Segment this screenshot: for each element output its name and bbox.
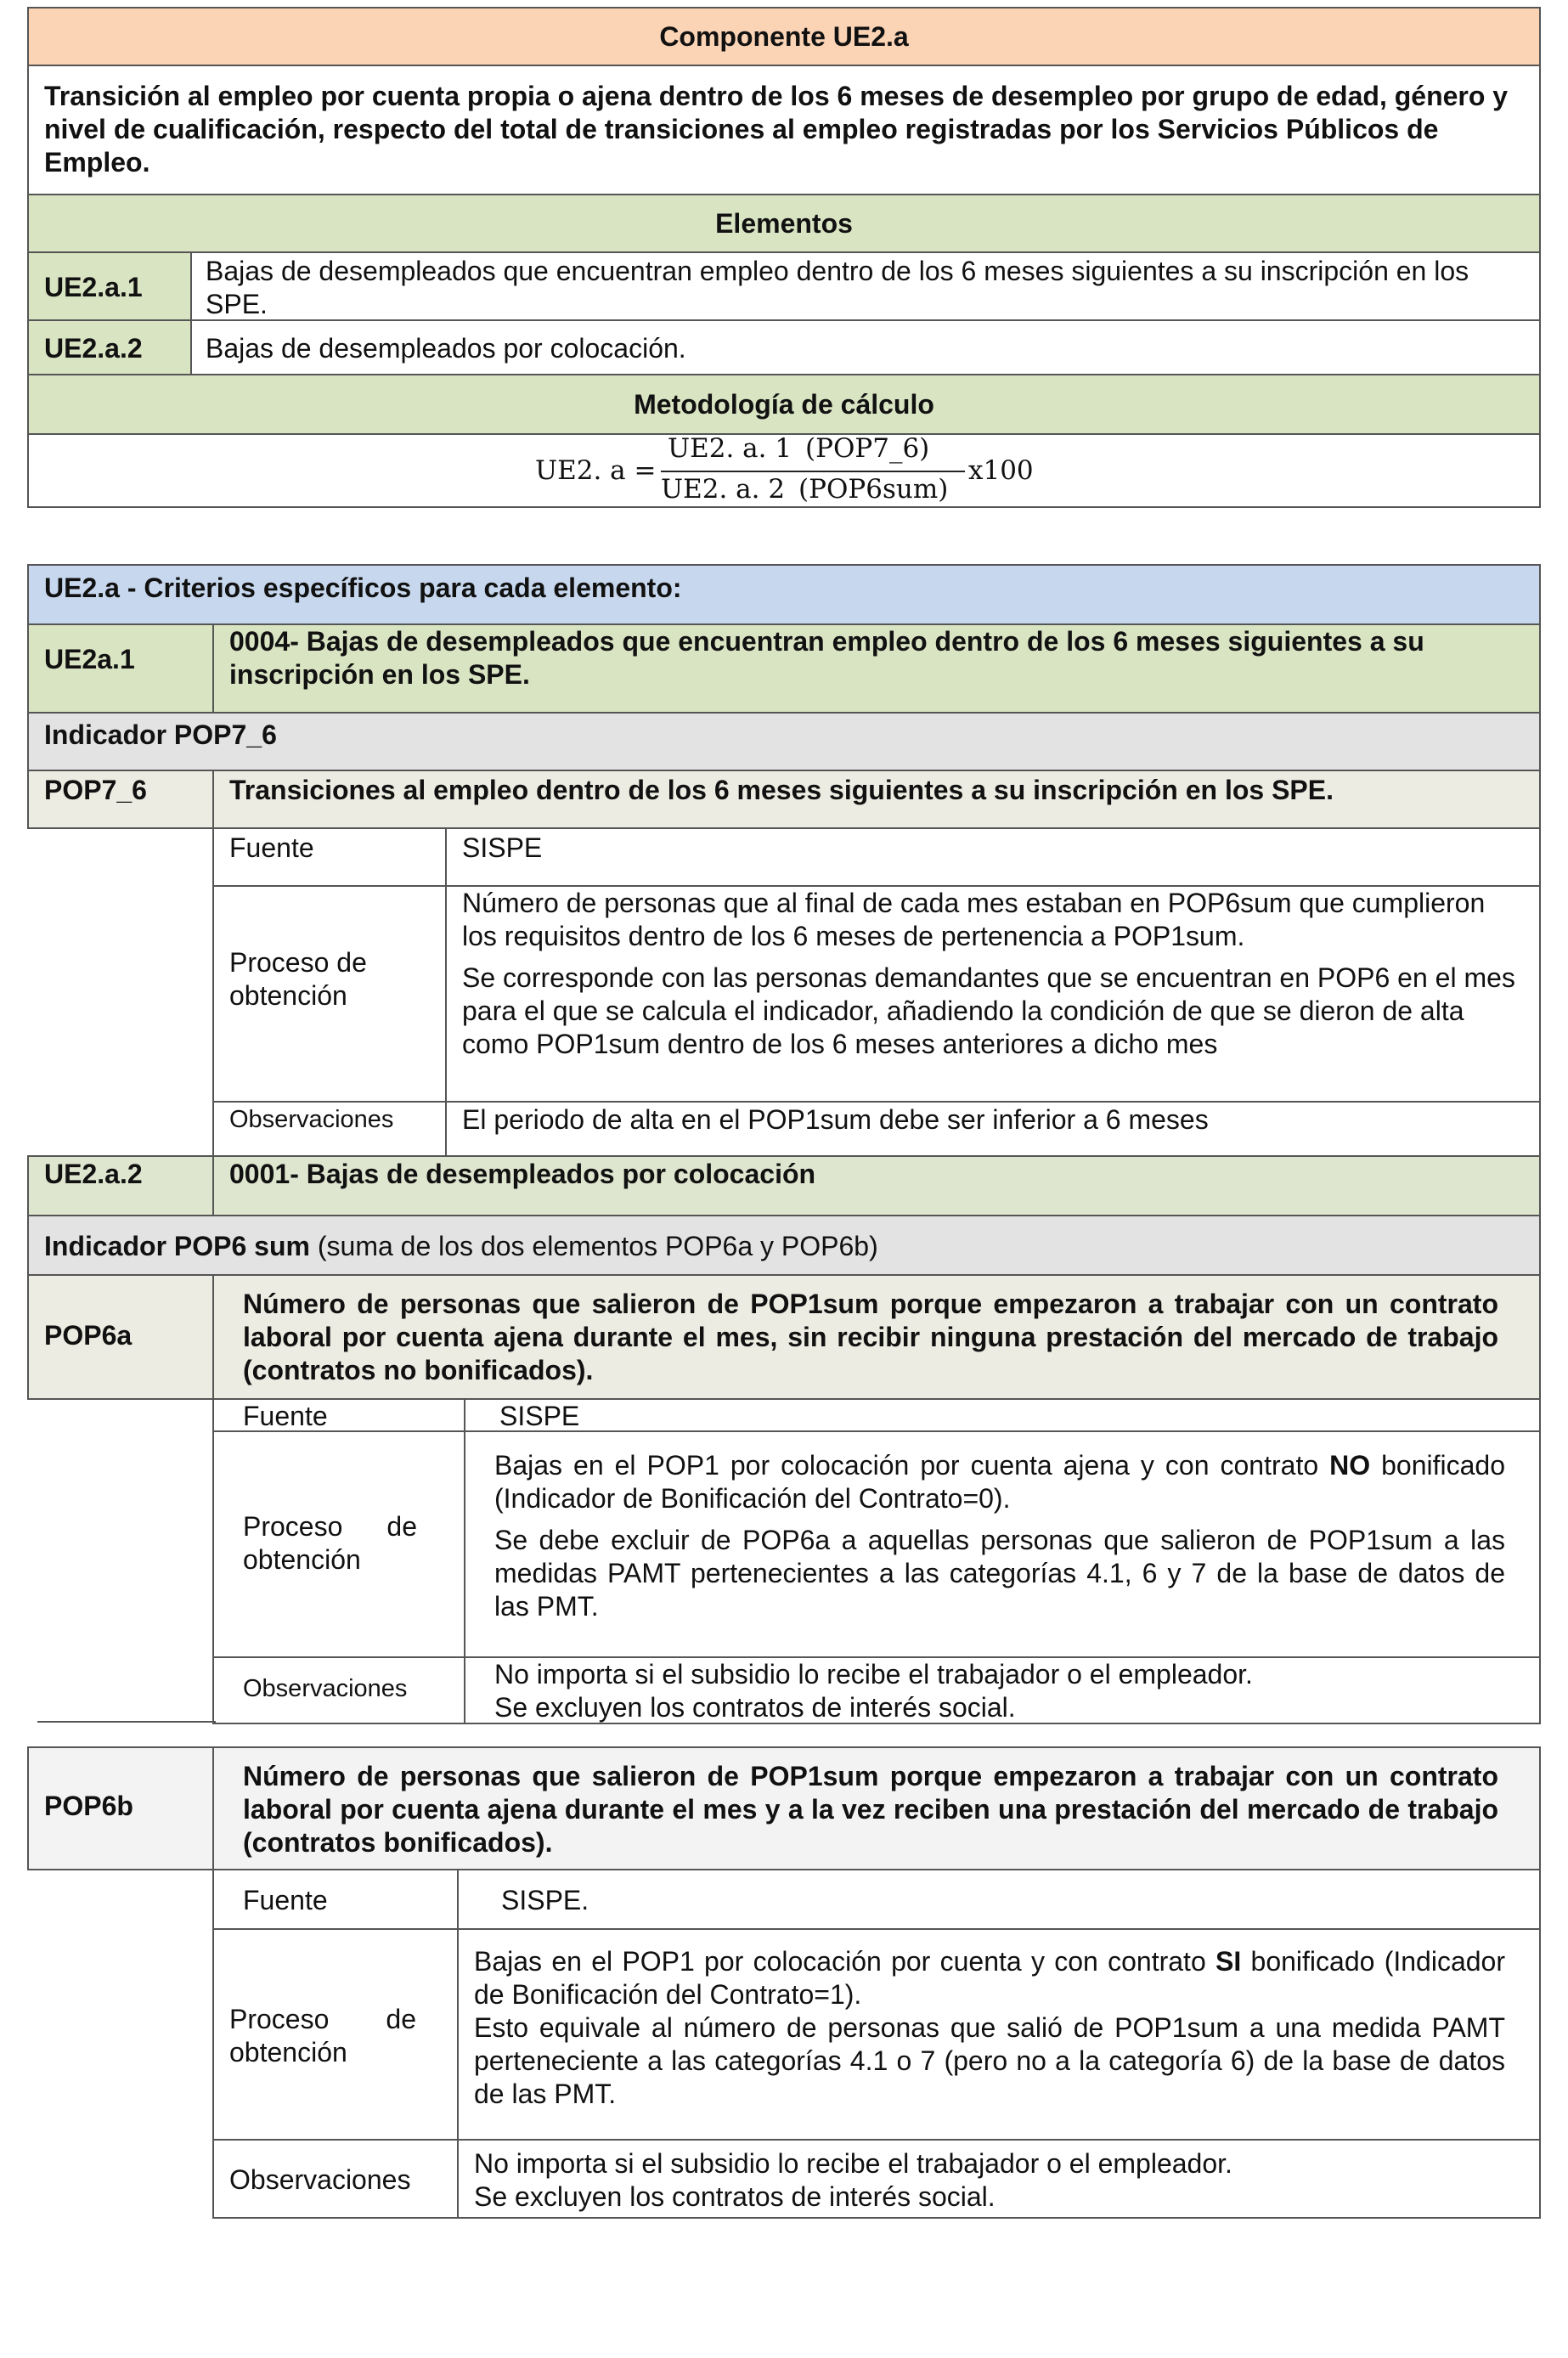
pop6b-proceso-p1-c: bonificado (Indicador de Bonificación del Contrato=1). xyxy=(474,1946,1505,2010)
pop6b-proceso-label-text: Proceso de obtención xyxy=(229,2004,416,2067)
pop7-proceso-label-text: Proceso de obtención xyxy=(229,947,367,1011)
pop6b-proceso-p2: Esto equivale al número de personas que salió de POP1sum a una medida PAMT perteneciente a las categorías 4.1 o 7 (pero no a la categoría 6) de la base de datos de las PMT. xyxy=(474,2012,1505,2109)
pop7-fuente-label: Fuente xyxy=(212,827,447,887)
pop7-proceso-label xyxy=(212,885,447,1103)
formula-num-code: UE2. a. 1 xyxy=(668,433,792,464)
formula-box xyxy=(27,433,1541,508)
pop6a-code xyxy=(27,1274,214,1400)
indicator-pop6-title xyxy=(27,1215,1541,1276)
criteria-el1-code xyxy=(27,623,214,714)
element-code-2 xyxy=(27,319,192,375)
pop7-proceso-value xyxy=(445,885,1541,1103)
pop6b-proceso-value xyxy=(457,1928,1541,2141)
indicator-pop6-title-rest: (suma de los dos elementos POP6a y POP6b) xyxy=(309,1231,878,1261)
pop6b-proceso-p1 xyxy=(474,1945,1505,2011)
pop7-proceso-p1: Número de personas que al final de cada mes estaban en POP6sum que cumplieron los requisitos dentro de los 6 meses de pertenencia a POP1sum. xyxy=(462,888,1486,951)
criteria-el1-text: 0004- Bajas de desempleados que encuentran empleo dentro de los 6 meses siguientes a su inscripción en los SPE. xyxy=(212,623,1541,714)
pop6a-proceso-p2: Se debe excluir de POP6a a aquellas personas que salieron de POP1sum a las medidas PAMT pertenecientes a las categorías 4.1, 6 y 7 de la base de datos de las PMT. xyxy=(494,1525,1505,1622)
pop7-obs-value: El periodo de alta en el POP1sum debe ser inferior a 6 meses xyxy=(445,1101,1541,1157)
pop6a-proceso-p1-a: Bajas en el POP1 por colocación por cuenta ajena y con contrato xyxy=(494,1450,1330,1481)
criteria-el2-code-text: UE2.a.2 xyxy=(44,1159,143,1189)
pop7-proceso-p2: Se corresponde con las personas demandantes que se encuentran en POP6 en el mes para el que se calcula el indicador, añadiendo la condición de que se dieron de alta como POP1sum dentro de los 6 meses anteriores a dicho mes xyxy=(462,962,1515,1059)
formula-mult: x100 xyxy=(968,455,1034,486)
element-text-1: Bajas de desempleados que encuentran empleo dentro de los 6 meses siguientes a su inscripción en los SPE. xyxy=(190,251,1541,321)
pop6a-proceso-value xyxy=(464,1430,1541,1658)
pop6b-text: Número de personas que salieron de POP1sum porque empezaron a trabajar con un contrato laboral por cuenta ajena durante el mes y a la vez reciben una prestación del mercado de trabajo (contratos bonificados). xyxy=(212,1746,1541,1870)
pop7-code xyxy=(27,770,214,829)
criteria-el1-code-text: UE2a.1 xyxy=(44,644,135,674)
pop6b-fuente-label: Fuente xyxy=(212,1869,459,1930)
pop6b-code xyxy=(27,1746,214,1870)
pop6a-obs-2: Se excluyen los contratos de interés social. xyxy=(494,1692,1016,1723)
element-code-2-text: UE2.a.2 xyxy=(44,333,143,364)
criteria-el2-code xyxy=(27,1155,214,1216)
formula-den-ind: (POP6sum) xyxy=(798,474,949,505)
pop6b-obs-label: Observaciones xyxy=(212,2139,459,2219)
pop6a-proceso-label xyxy=(212,1430,465,1658)
pop6a-fuente-label: Fuente xyxy=(212,1398,465,1432)
pop7-text: Transiciones al empleo dentro de los 6 meses siguientes a su inscripción en los SPE. xyxy=(212,770,1541,829)
pop6a-obs-1: No importa si el subsidio lo recibe el trabajador o el empleador. xyxy=(494,1659,1253,1690)
pop6a-proceso-p1 xyxy=(494,1449,1505,1515)
pop6b-obs-2: Se excluyen los contratos de interés social. xyxy=(474,2181,996,2212)
pop6b-fuente-value: SISPE. xyxy=(457,1869,1541,1930)
criteria-el2-text: 0001- Bajas de desempleados por colocación xyxy=(212,1155,1541,1216)
pop7-obs-label: Observaciones xyxy=(212,1101,447,1157)
indicator-pop6-title-bold: Indicador POP6 sum xyxy=(44,1231,310,1261)
formula-lhs: UE2. a = xyxy=(535,455,657,486)
pop6b-proceso-label xyxy=(212,1928,459,2141)
pop6a-proceso-p1-b: NO xyxy=(1329,1450,1371,1481)
pop6a-proceso-p1-c: bonificado (Indicador de Bonificación del Contrato=0). xyxy=(494,1450,1506,1514)
methodology-header: Metodología de cálculo xyxy=(27,374,1541,435)
component-description: Transición al empleo por cuenta propia o ajena dentro de los 6 meses de desempleo por grupo de edad, género y nivel de cualificación, respecto del total de transiciones al empleo registradas por los Servicios Públicos de Empleo. xyxy=(27,65,1541,195)
pop6a-code-text: POP6a xyxy=(44,1320,133,1351)
pop6a-bottom-rule xyxy=(37,1721,216,1723)
pop6b-obs-1: No importa si el subsidio lo recibe el trabajador o el empleador. xyxy=(474,2148,1232,2179)
element-code-1-text: UE2.a.1 xyxy=(44,272,143,302)
element-text-2: Bajas de desempleados por colocación. xyxy=(190,319,1541,375)
formula-fraction-line xyxy=(661,471,965,472)
pop6b-proceso-p1-b: SI xyxy=(1215,1946,1242,1977)
pop6a-text: Número de personas que salieron de POP1sum porque empezaron a trabajar con un contrato laboral por cuenta ajena durante el mes, sin recibir ninguna prestación del mercado de trabajo (contratos no bonificados). xyxy=(212,1274,1541,1400)
pop6b-proceso-p1-a: Bajas en el POP1 por colocación por cuenta y con contrato xyxy=(474,1946,1216,1977)
pop7-fuente-value: SISPE xyxy=(445,827,1541,887)
elements-header: Elementos xyxy=(27,194,1541,253)
indicator-pop7-title: Indicador POP7_6 xyxy=(27,712,1541,771)
element-code-1 xyxy=(27,251,192,321)
component-title: Componente UE2.a xyxy=(27,7,1541,66)
pop6a-obs-value xyxy=(464,1656,1541,1724)
formula-den-code: UE2. a. 2 xyxy=(661,474,786,505)
pop7-code-text: POP7_6 xyxy=(44,775,147,805)
pop6b-code-text: POP6b xyxy=(44,1791,133,1821)
pop6b-obs-value xyxy=(457,2139,1541,2219)
pop6a-proceso-label-text: Proceso de obtención xyxy=(243,1511,417,1575)
formula-num-ind: (POP7_6) xyxy=(805,433,930,464)
pop6a-fuente-value: SISPE xyxy=(464,1398,1541,1432)
pop6a-obs-label: Observaciones xyxy=(212,1656,465,1724)
criteria-title: UE2.a - Criterios específicos para cada elemento: xyxy=(27,564,1541,625)
